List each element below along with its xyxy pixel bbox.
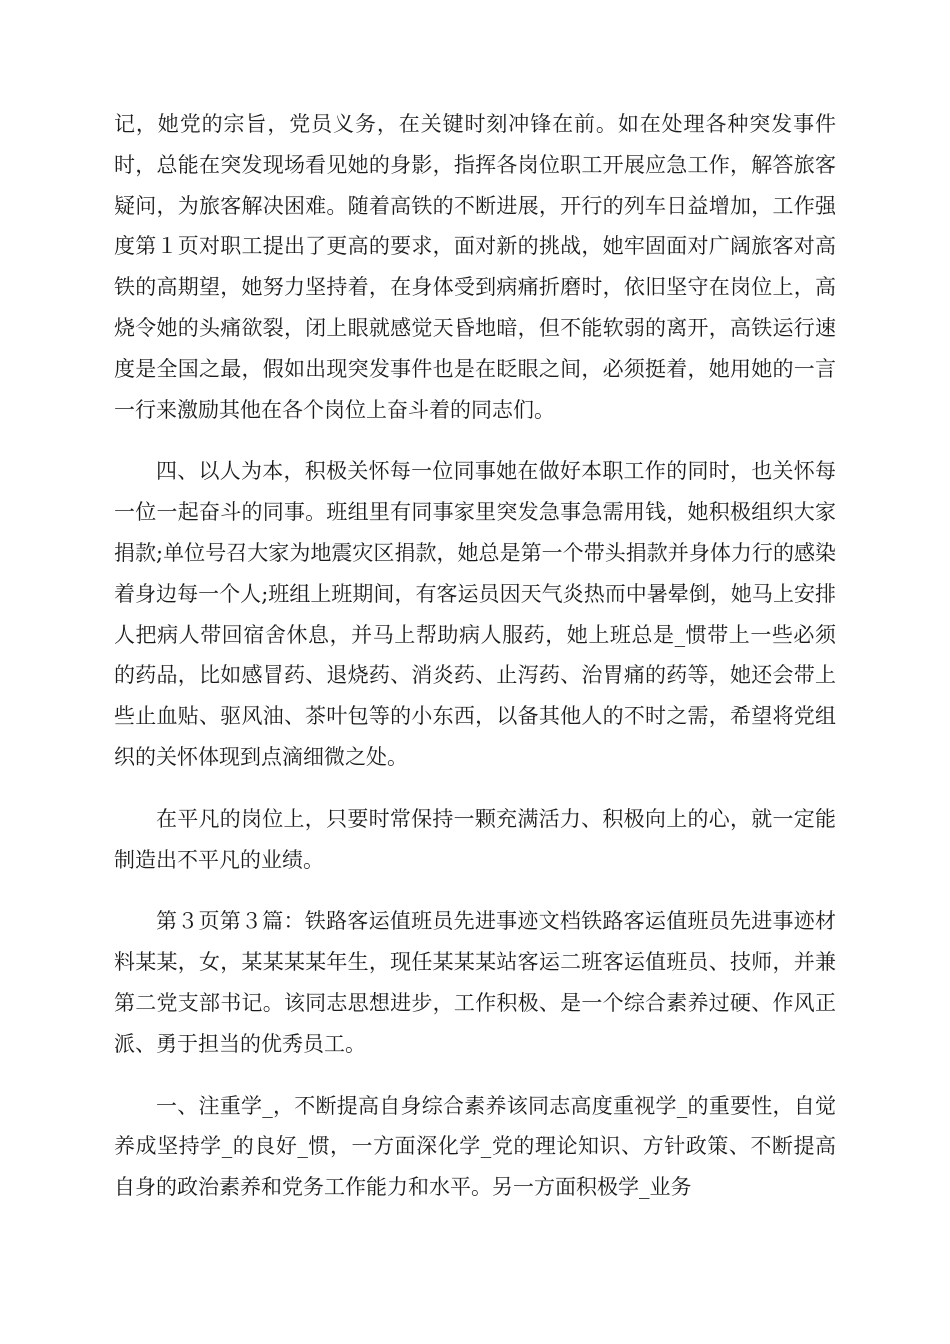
paragraph-gap: [114, 1065, 836, 1086]
paragraph-1: 记，她党的宗旨，党员义务，在关键时刻冲锋在前。如在处理各种突发事件时，总能在突发现场看见她的身影，指挥各岗位职工开展应急工作，解答旅客疑问，为旅客解决困难。随着高铁的不断进展，开行的列车日益增加，工作强度第１页对职工提出了更高的要求，面对新的挑战，她牢固面对广阔旅客对高铁的高期望，她努力坚持着，在身体受到病痛折磨时，依旧坚守在岗位上，高烧令她的头痛欲裂，闭上眼就感觉天昏地暗，但不能软弱的离开，高铁运行速度是全国之最，假如出现突发事件也是在眨眼之间，必须挺着，她用她的一言一行来激励其他在各个岗位上奋斗着的同志们。: [114, 112, 836, 422]
paragraph-2: 四、以人为本，积极关怀每一位同事她在做好本职工作的同时，也关怀每一位一起奋斗的同事。班组里有同事家里突发急事急需用钱，她积极组织大家捐款;单位号召大家为地震灾区捐款，她总是第一个带头捐款并身体力行的感染着身边每一个人;班组上班期间，有客运员因天气炎热而中暑晕倒，她马上安排人把病人带回宿舍休息，并马上帮助病人服药，她上班总是_惯带上一些必须的药品，比如感冒药、退烧药、消炎药、止泻药、治胃痛的药等，她还会带上些止血贴、驱风油、茶叶包等的小东西，以备其他人的不时之需，希望将党组织的关怀体现到点滴细微之处。: [114, 459, 836, 769]
paragraph-5: 一、注重学_，不断提高自身综合素养该同志高度重视学_的重要性，自觉养成坚持学_的良好_惯，一方面深化学_党的理论知识、方针政策、不断提高自身的政治素养和党务工作能力和水平。另一方面积极学_业务: [114, 1093, 836, 1200]
paragraph-3: 在平凡的岗位上，只要时常保持一颗充满活力、积极向上的心，就一定能制造出不平凡的业绩。: [114, 806, 836, 872]
paragraph-4: 第３页第３篇：铁路客运值班员先进事迹文档铁路客运值班员先进事迹材料某某，女，某某某某年生，现任某某某站客运二班客运值班员、技师，并兼第二党支部书记。该同志思想进步，工作积极、是一个综合素养过硬、作风正派、勇于担当的优秀员工。: [114, 909, 836, 1056]
paragraph-gap: [114, 880, 836, 901]
document-body: [114, 104, 836, 1208]
paragraph-gap: [114, 430, 836, 451]
paragraph-gap: [114, 778, 836, 799]
